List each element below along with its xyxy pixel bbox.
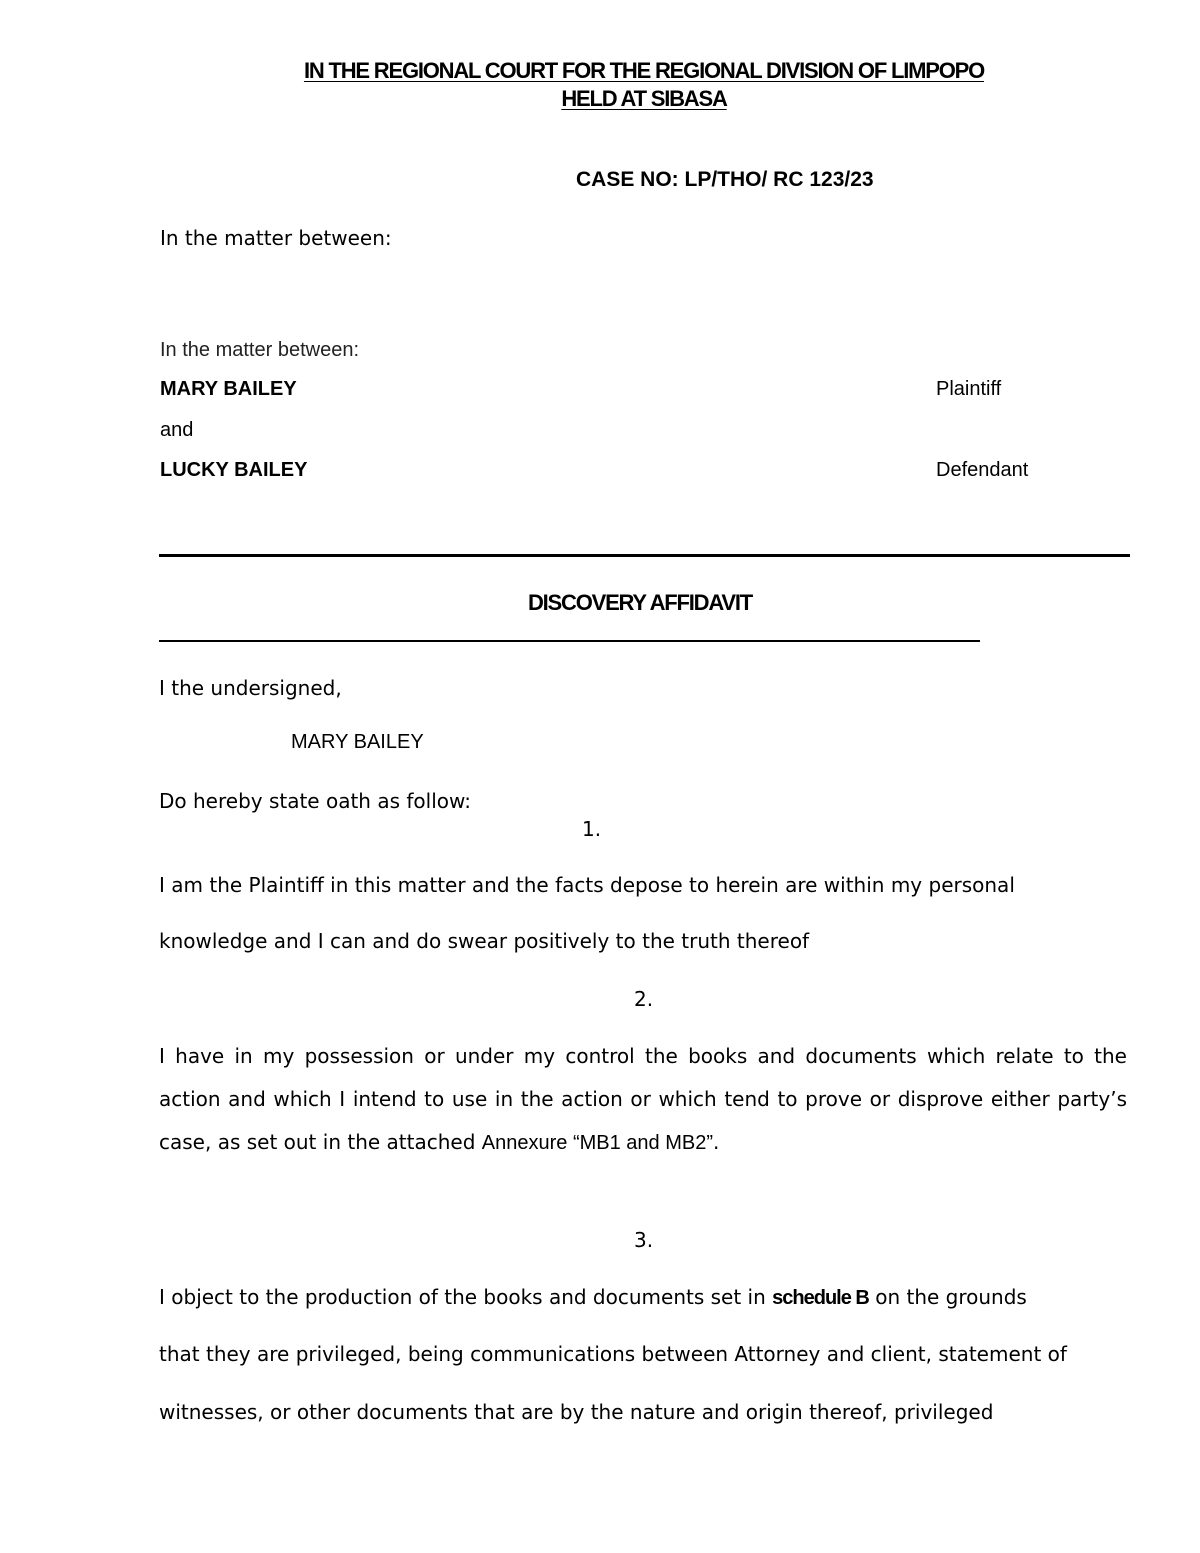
paragraph-3-line-1 <box>159 1285 1027 1310</box>
top-divider-line <box>159 554 1130 557</box>
paragraph-number-3: 3. <box>634 1228 654 1252</box>
paragraph-2-end: . <box>713 1130 720 1154</box>
paragraph-3-line-3: witnesses, or other documents that are by the nature and origin thereof, privileged <box>159 1400 994 1424</box>
deponent-name: MARY BAILEY <box>291 731 424 753</box>
title-divider-line <box>159 640 980 642</box>
defendant-name: LUCKY BAILEY <box>160 459 308 481</box>
party-conjunction: and <box>160 419 194 441</box>
paragraph-number-1: 1. <box>582 817 602 841</box>
court-name-heading: IN THE REGIONAL COURT FOR THE REGIONAL DIVISION OF LIMPOPO <box>303 58 985 83</box>
case-number: CASE NO: LP/THO/ RC 123/23 <box>576 168 874 191</box>
paragraph-2-body: I have in my possession or under my control the books and documents which relate to the action and which I intend to use in the action or which tend to prove or disprove either party’s case, as set out in the attached <box>159 1044 1127 1154</box>
plaintiff-role: Plaintiff <box>936 378 1002 400</box>
paragraph-1-line-2: knowledge and I can and do swear positively to the truth thereof <box>159 929 810 953</box>
paragraph-1-line-1: I am the Plaintiff in this matter and the facts depose to herein are within my personal <box>159 873 1015 897</box>
court-location-heading: HELD AT SIBASA <box>561 86 727 111</box>
document-title: DISCOVERY AFFIDAVIT <box>527 590 753 615</box>
paragraph-number-2: 2. <box>634 987 654 1011</box>
matter-intro-text-repeat: In the matter between: <box>160 339 360 361</box>
matter-intro-text: In the matter between: <box>160 226 392 250</box>
annexure-reference: Annexure “MB1 and MB2” <box>481 1132 713 1154</box>
paragraph-3-line-1-start: I object to the production of the books and documents set in <box>159 1285 773 1309</box>
schedule-reference: schedule B <box>772 1287 869 1309</box>
oath-statement: Do hereby state oath as follow: <box>159 789 472 813</box>
plaintiff-name: MARY BAILEY <box>160 378 297 400</box>
paragraph-2-text <box>159 1035 1127 1165</box>
paragraph-3-line-2: that they are privileged, being communications between Attorney and client, statement of <box>159 1342 1067 1366</box>
paragraph-3-line-1-end: on the grounds <box>868 1285 1027 1309</box>
undersigned-text: I the undersigned, <box>159 676 342 700</box>
defendant-role: Defendant <box>936 459 1029 481</box>
